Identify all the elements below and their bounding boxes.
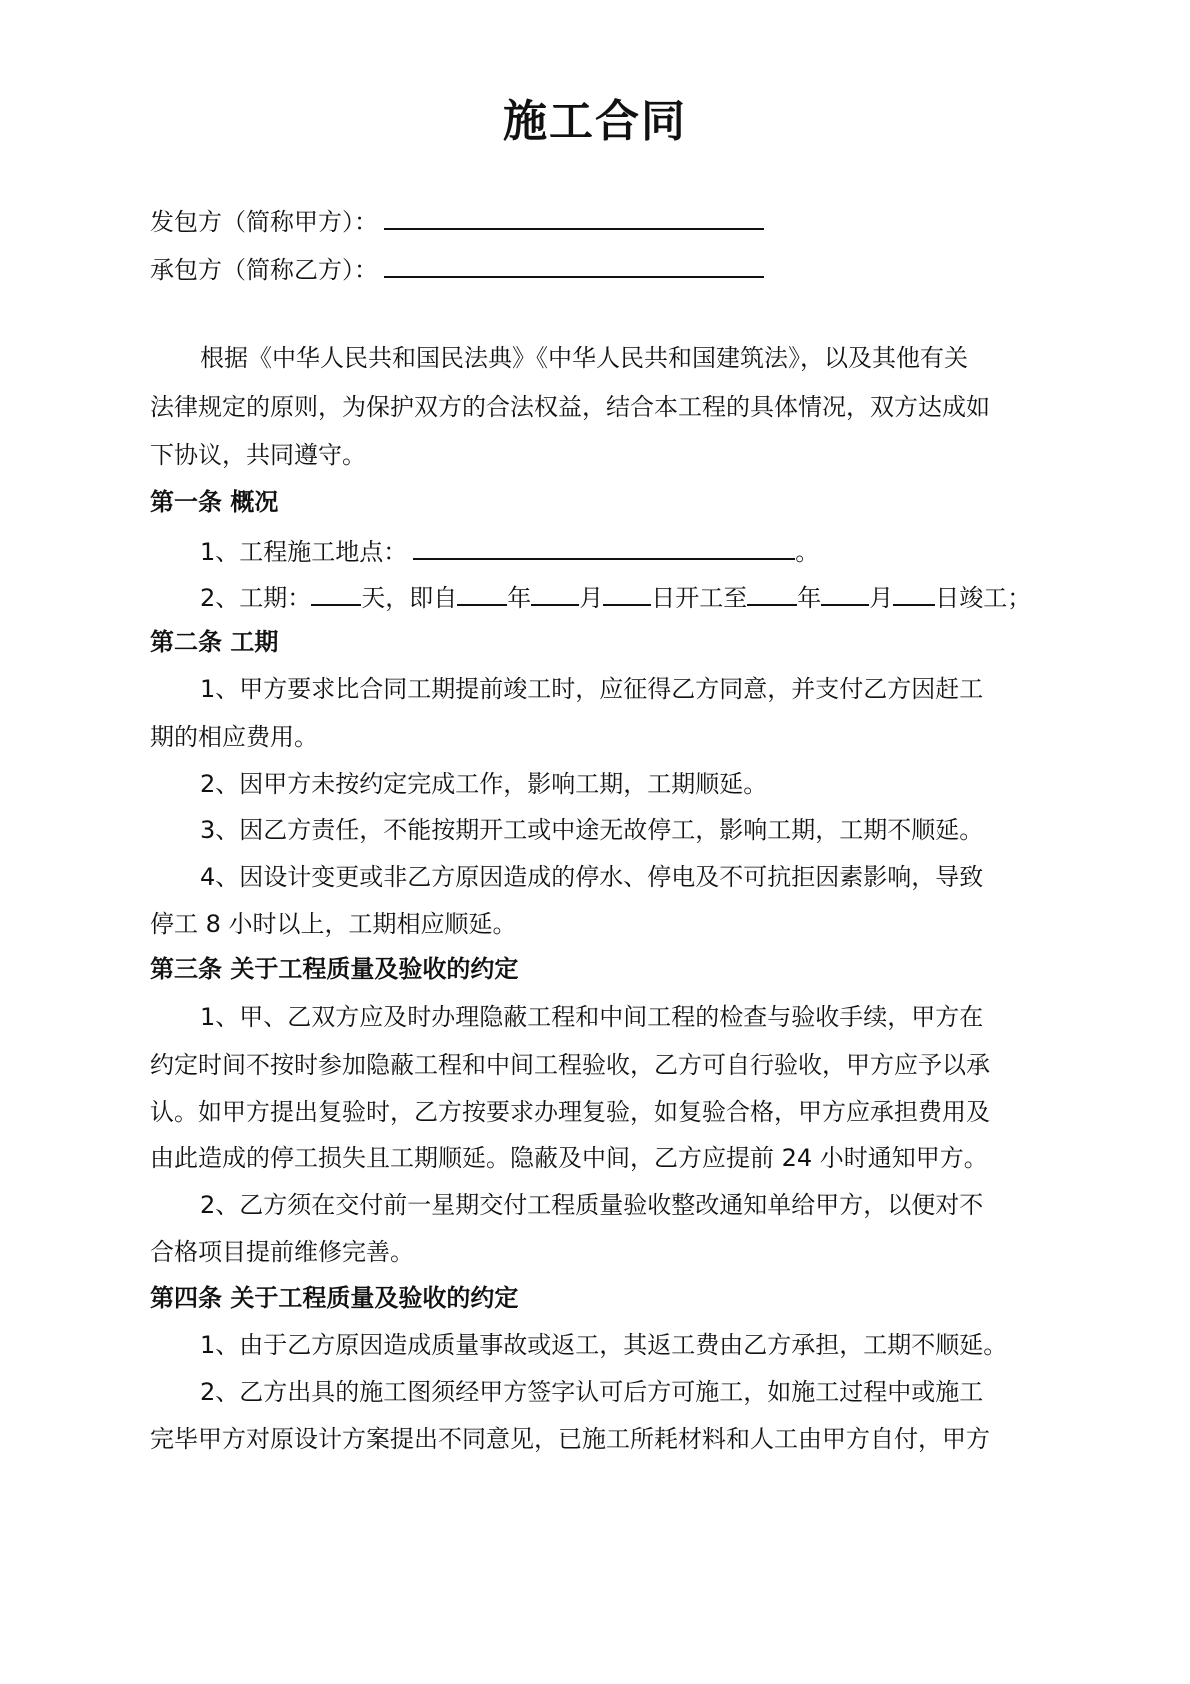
preamble-line: 法律规定的原则，为保护双方的合法权益，结合本工程的具体情况，双方达成如	[150, 393, 990, 421]
party-b-label: 承包方（简称乙方）：	[150, 256, 378, 284]
period-day1: 日开工至	[651, 584, 748, 612]
article-4-heading: 第四条 关于工程质量及验收的约定	[150, 1284, 519, 1312]
end-month-blank[interactable]	[821, 578, 869, 606]
party-a-label: 发包方（简称甲方）：	[150, 208, 378, 236]
clause-line: 合格项目提前维修完善。	[150, 1238, 414, 1266]
preamble-line: 根据《中华人民共和国民法典》《中华人民共和国建筑法》，以及其他有关	[200, 344, 968, 372]
period-prefix: 2、工期：	[200, 584, 312, 612]
article-1-heading: 第一条 概况	[150, 488, 279, 516]
clause-line: 3、因乙方责任，不能按期开工或中途无故停工，影响工期，工期不顺延。	[200, 816, 984, 844]
clause-line: 约定时间不按时参加隐蔽工程和中间工程验收，乙方可自行验收，甲方应予以承	[150, 1051, 990, 1079]
article-2-heading: 第二条 工期	[150, 628, 279, 656]
period-line	[200, 578, 1100, 616]
clause-line: 由此造成的停工损失且工期顺延。隐蔽及中间，乙方应提前 24 小时通知甲方。	[150, 1144, 988, 1172]
period-year1: 年	[507, 584, 532, 612]
start-day-blank[interactable]	[603, 578, 651, 606]
clause-line: 2、乙方出具的施工图须经甲方签字认可后方可施工，如施工过程中或施工	[200, 1378, 984, 1406]
page-title: 施工合同	[503, 96, 687, 147]
period-year2: 年	[797, 584, 822, 612]
end-day-blank[interactable]	[893, 578, 935, 606]
party-b-blank[interactable]	[384, 250, 764, 278]
clause-line: 1、甲方要求比合同工期提前竣工时，应征得乙方同意，并支付乙方因赶工	[200, 675, 984, 703]
site-label: 1、工程施工地点：	[200, 538, 408, 566]
site-end: 。	[795, 538, 820, 566]
period-month1: 月	[579, 584, 604, 612]
clause-line: 4、因设计变更或非乙方原因造成的停水、停电及不可抗拒因素影响，导致	[200, 863, 984, 891]
site-line	[200, 532, 1100, 570]
period-day2: 日竣工；	[935, 584, 1032, 612]
party-a-line	[150, 202, 1050, 240]
preamble-line: 下协议，共同遵守。	[150, 441, 366, 469]
clause-line: 期的相应费用。	[150, 723, 318, 751]
clause-line: 2、乙方须在交付前一星期交付工程质量验收整改通知单给甲方，以便对不	[200, 1191, 984, 1219]
article-3-heading: 第三条 关于工程质量及验收的约定	[150, 955, 519, 983]
party-b-line	[150, 250, 1050, 288]
clause-line: 认。如甲方提出复验时，乙方按要求办理复验，如复验合格，甲方应承担费用及	[150, 1098, 990, 1126]
clause-line: 2、因甲方未按约定完成工作，影响工期，工期顺延。	[200, 770, 768, 798]
period-days: 天，即自	[361, 584, 458, 612]
party-a-blank[interactable]	[384, 202, 764, 230]
clause-line: 1、由于乙方原因造成质量事故或返工，其返工费由乙方承担，工期不顺延。	[200, 1331, 1008, 1359]
start-month-blank[interactable]	[531, 578, 579, 606]
start-year-blank[interactable]	[457, 578, 507, 606]
end-year-blank[interactable]	[747, 578, 797, 606]
clause-line: 1、甲、乙双方应及时办理隐蔽工程和中间工程的检查与验收手续，甲方在	[200, 1003, 984, 1031]
clause-line: 停工 8 小时以上，工期相应顺延。	[150, 910, 517, 938]
period-month2: 月	[869, 584, 894, 612]
days-blank[interactable]	[311, 578, 361, 606]
clause-line: 完毕甲方对原设计方案提出不同意见，已施工所耗材料和人工由甲方自付，甲方	[150, 1425, 990, 1453]
site-blank[interactable]	[413, 532, 795, 560]
